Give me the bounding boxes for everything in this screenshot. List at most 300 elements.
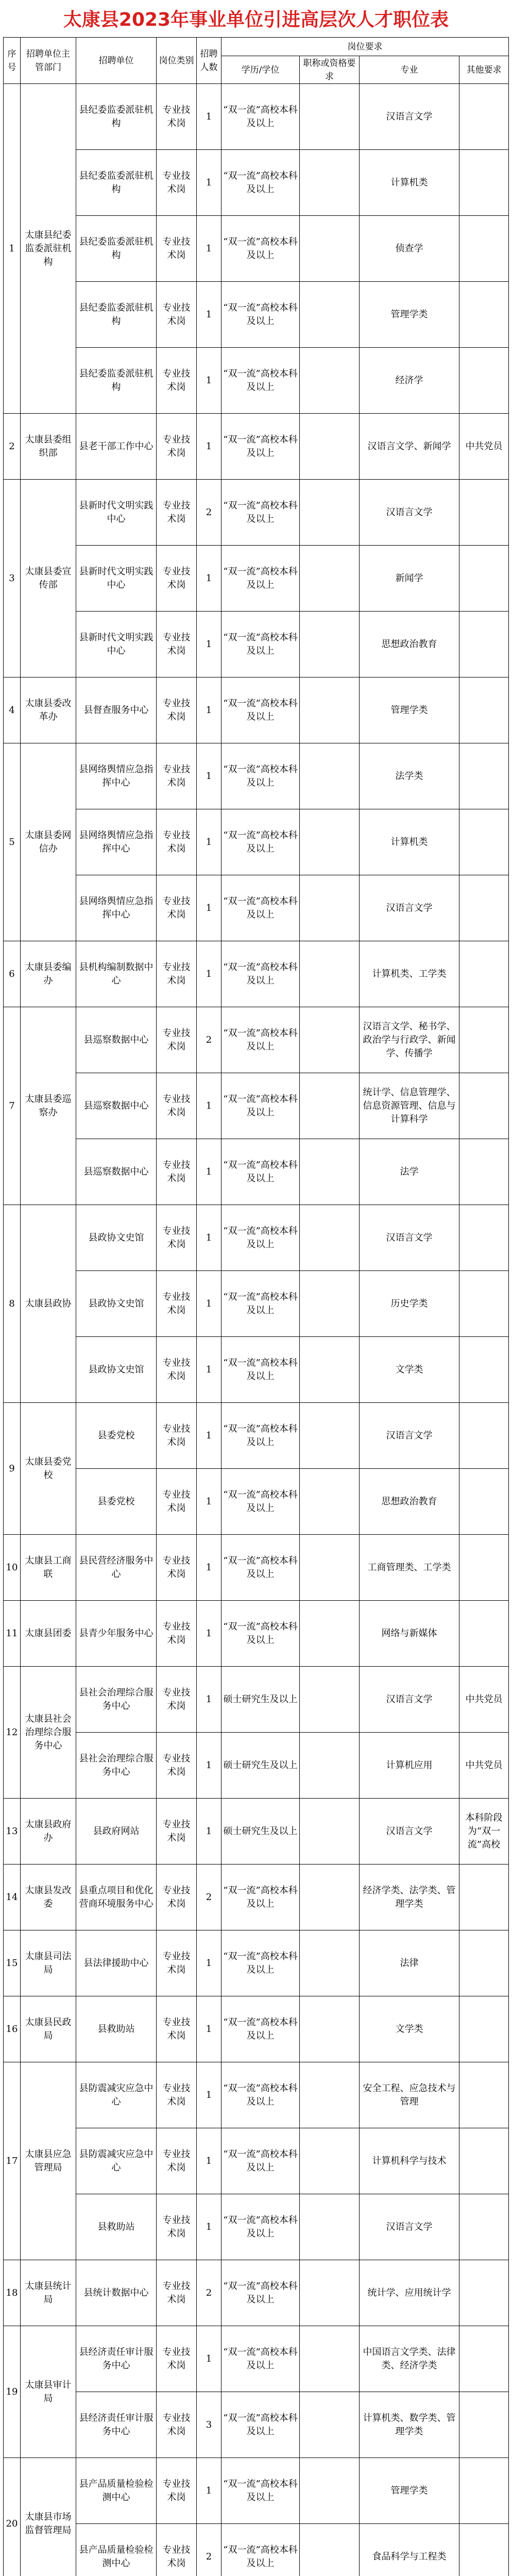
cell-other [459, 1007, 509, 1073]
cell-major: 经济学类、法学类、管理学类 [360, 1865, 459, 1930]
cell-post-type: 专业技术岗 [157, 2128, 197, 2194]
cell-other [459, 1139, 509, 1205]
cell-title-req [300, 2194, 360, 2260]
cell-major: 计算机类、数学类、管理学类 [360, 2392, 459, 2458]
cell-major: 统计学、信息管理学、信息资源管理、信息与计算科学 [360, 1073, 459, 1139]
cell-post-type: 专业技术岗 [157, 480, 197, 546]
cell-count: 1 [197, 1799, 221, 1865]
cell-education: “双一流”高校本科及以上 [221, 1337, 300, 1403]
cell-count: 1 [197, 875, 221, 941]
cell-unit: 县新时代文明实践中心 [76, 612, 157, 677]
cell-education: “双一流”高校本科及以上 [221, 84, 300, 150]
header-education: 学历/学位 [221, 56, 300, 84]
cell-unit: 县巡察数据中心 [76, 1073, 157, 1139]
cell-count: 1 [197, 809, 221, 875]
cell-title-req [300, 1007, 360, 1073]
cell-title-req [300, 1073, 360, 1139]
cell-major: 经济学 [360, 348, 459, 414]
cell-unit: 县新时代文明实践中心 [76, 546, 157, 612]
table-row [4, 1733, 509, 1799]
cell-other [459, 2458, 509, 2524]
cell-other: 中共党员 [459, 1733, 509, 1799]
cell-education: 硕士研究生及以上 [221, 1667, 300, 1733]
table-row [4, 1667, 509, 1733]
cell-unit: 县新时代文明实践中心 [76, 480, 157, 546]
cell-unit: 县纪委监委派驻机构 [76, 84, 157, 150]
cell-major: 历史学类 [360, 1271, 459, 1337]
cell-unit: 县民营经济服务中心 [76, 1535, 157, 1601]
cell-other [459, 1865, 509, 1930]
cell-dept: 太康县委组织部 [21, 414, 76, 480]
cell-unit: 县网络舆情应急指挥中心 [76, 743, 157, 809]
table-row [4, 1271, 509, 1337]
cell-unit: 县经济责任审计服务中心 [76, 2326, 157, 2392]
cell-dept: 太康县委巡察办 [21, 1007, 76, 1205]
cell-seq: 9 [4, 1403, 21, 1535]
cell-count: 1 [197, 84, 221, 150]
cell-other: 本科阶段为“双一流”高校 [459, 1799, 509, 1865]
cell-count: 1 [197, 1930, 221, 1996]
cell-seq: 6 [4, 941, 21, 1007]
cell-education: “双一流”高校本科及以上 [221, 1601, 300, 1667]
cell-other: 中共党员 [459, 1667, 509, 1733]
cell-post-type: 专业技术岗 [157, 282, 197, 348]
cell-unit: 县统计数据中心 [76, 2260, 157, 2326]
cell-other [459, 2524, 509, 2576]
cell-count: 1 [197, 1403, 221, 1469]
cell-education: “双一流”高校本科及以上 [221, 2326, 300, 2392]
cell-education: “双一流”高校本科及以上 [221, 875, 300, 941]
cell-post-type: 专业技术岗 [157, 2524, 197, 2576]
cell-major: 管理学类 [360, 677, 459, 743]
cell-post-type: 专业技术岗 [157, 1535, 197, 1601]
cell-other [459, 2392, 509, 2458]
cell-education: “双一流”高校本科及以上 [221, 546, 300, 612]
table-row [4, 282, 509, 348]
cell-count: 2 [197, 480, 221, 546]
cell-unit: 县产品质量检验检测中心 [76, 2524, 157, 2576]
cell-other [459, 1996, 509, 2062]
header-title-req: 职称或资格要求 [300, 56, 360, 84]
cell-education: “双一流”高校本科及以上 [221, 2194, 300, 2260]
header-seq: 序号 [4, 38, 21, 84]
cell-count: 1 [197, 1601, 221, 1667]
cell-dept: 太康县应急管理局 [21, 2062, 76, 2260]
cell-unit: 县网络舆情应急指挥中心 [76, 809, 157, 875]
cell-dept: 太康县审计局 [21, 2326, 76, 2458]
table-row [4, 546, 509, 612]
cell-post-type: 专业技术岗 [157, 2260, 197, 2326]
cell-count: 1 [197, 414, 221, 480]
cell-post-type: 专业技术岗 [157, 875, 197, 941]
cell-title-req [300, 1865, 360, 1930]
cell-count: 1 [197, 1271, 221, 1337]
cell-major: 计算机类 [360, 809, 459, 875]
cell-count: 2 [197, 1865, 221, 1930]
cell-title-req [300, 1469, 360, 1535]
cell-title-req [300, 809, 360, 875]
cell-seq: 1 [4, 84, 21, 414]
cell-post-type: 专业技术岗 [157, 743, 197, 809]
cell-major: 汉语言文学 [360, 1205, 459, 1271]
cell-unit: 县纪委监委派驻机构 [76, 150, 157, 216]
cell-education: 硕士研究生及以上 [221, 1733, 300, 1799]
cell-post-type: 专业技术岗 [157, 546, 197, 612]
cell-education: “双一流”高校本科及以上 [221, 1930, 300, 1996]
cell-education: “双一流”高校本科及以上 [221, 2260, 300, 2326]
cell-other [459, 2194, 509, 2260]
cell-unit: 县机构编制数据中心 [76, 941, 157, 1007]
cell-count: 1 [197, 1205, 221, 1271]
table-row [4, 1073, 509, 1139]
header-count: 招聘人数 [197, 38, 221, 84]
cell-education: “双一流”高校本科及以上 [221, 1996, 300, 2062]
cell-title-req [300, 1996, 360, 2062]
cell-title-req [300, 2458, 360, 2524]
cell-post-type: 专业技术岗 [157, 2062, 197, 2128]
table-row [4, 216, 509, 282]
table-row [4, 414, 509, 480]
table-row [4, 743, 509, 809]
cell-post-type: 专业技术岗 [157, 677, 197, 743]
cell-education: “双一流”高校本科及以上 [221, 1007, 300, 1073]
cell-title-req [300, 216, 360, 282]
cell-major: 思想政治教育 [360, 1469, 459, 1535]
cell-count: 1 [197, 150, 221, 216]
cell-count: 1 [197, 1139, 221, 1205]
cell-education: “双一流”高校本科及以上 [221, 2062, 300, 2128]
cell-other [459, 1601, 509, 1667]
cell-major: 汉语言文学 [360, 1667, 459, 1733]
cell-title-req [300, 612, 360, 677]
cell-post-type: 专业技术岗 [157, 414, 197, 480]
cell-dept: 太康县统计局 [21, 2260, 76, 2326]
header-major: 专业 [360, 56, 459, 84]
header-unit: 招聘单位 [76, 38, 157, 84]
cell-count: 1 [197, 2194, 221, 2260]
cell-other [459, 677, 509, 743]
cell-count: 1 [197, 612, 221, 677]
cell-title-req [300, 546, 360, 612]
cell-count: 2 [197, 2524, 221, 2576]
cell-dept: 太康县委党校 [21, 1403, 76, 1535]
table-row [4, 1865, 509, 1930]
cell-post-type: 专业技术岗 [157, 1865, 197, 1930]
cell-other [459, 282, 509, 348]
cell-other [459, 216, 509, 282]
cell-count: 1 [197, 546, 221, 612]
cell-post-type: 专业技术岗 [157, 612, 197, 677]
cell-education: “双一流”高校本科及以上 [221, 1073, 300, 1139]
cell-count: 1 [197, 1337, 221, 1403]
cell-count: 1 [197, 2458, 221, 2524]
table-row [4, 2128, 509, 2194]
table-row [4, 2260, 509, 2326]
cell-dept: 太康县政协 [21, 1205, 76, 1403]
cell-count: 2 [197, 1007, 221, 1073]
cell-seq: 18 [4, 2260, 21, 2326]
cell-dept: 太康县政府办 [21, 1799, 76, 1865]
cell-major: 工商管理类、工学类 [360, 1535, 459, 1601]
cell-post-type: 专业技术岗 [157, 150, 197, 216]
cell-major: 汉语言文学 [360, 2194, 459, 2260]
table-body [4, 84, 509, 2576]
cell-title-req [300, 1535, 360, 1601]
table-row [4, 612, 509, 677]
cell-count: 1 [197, 941, 221, 1007]
cell-seq: 20 [4, 2458, 21, 2576]
cell-education: “双一流”高校本科及以上 [221, 677, 300, 743]
table-row [4, 1007, 509, 1073]
cell-unit: 县防震减灾应急中心 [76, 2128, 157, 2194]
cell-title-req [300, 2128, 360, 2194]
cell-education: “双一流”高校本科及以上 [221, 1403, 300, 1469]
cell-unit: 县委党校 [76, 1403, 157, 1469]
table-row [4, 1535, 509, 1601]
cell-dept: 太康县发改委 [21, 1865, 76, 1930]
cell-other [459, 1469, 509, 1535]
cell-other [459, 1073, 509, 1139]
table-row [4, 1601, 509, 1667]
table-row [4, 2326, 509, 2392]
cell-seq: 15 [4, 1930, 21, 1996]
cell-post-type: 专业技术岗 [157, 1007, 197, 1073]
cell-unit: 县经济责任审计服务中心 [76, 2392, 157, 2458]
cell-count: 1 [197, 1469, 221, 1535]
cell-major: 安全工程、应急技术与管理 [360, 2062, 459, 2128]
cell-count: 1 [197, 282, 221, 348]
cell-major: 法律 [360, 1930, 459, 1996]
cell-education: “双一流”高校本科及以上 [221, 348, 300, 414]
cell-seq: 7 [4, 1007, 21, 1205]
cell-title-req [300, 1403, 360, 1469]
cell-unit: 县老干部工作中心 [76, 414, 157, 480]
cell-other [459, 546, 509, 612]
cell-other [459, 2128, 509, 2194]
cell-title-req [300, 1930, 360, 1996]
table-row [4, 1139, 509, 1205]
cell-post-type: 专业技术岗 [157, 1337, 197, 1403]
cell-dept: 太康县工商联 [21, 1535, 76, 1601]
cell-post-type: 专业技术岗 [157, 1469, 197, 1535]
cell-post-type: 专业技术岗 [157, 1996, 197, 2062]
cell-count: 2 [197, 2260, 221, 2326]
cell-seq: 19 [4, 2326, 21, 2458]
cell-education: “双一流”高校本科及以上 [221, 2524, 300, 2576]
cell-title-req [300, 1205, 360, 1271]
cell-major: 汉语言文学 [360, 1799, 459, 1865]
cell-education: “双一流”高校本科及以上 [221, 1535, 300, 1601]
cell-title-req [300, 1733, 360, 1799]
cell-unit: 县纪委监委派驻机构 [76, 282, 157, 348]
cell-title-req [300, 1337, 360, 1403]
cell-major: 法学类 [360, 743, 459, 809]
cell-education: “双一流”高校本科及以上 [221, 1139, 300, 1205]
cell-unit: 县青少年服务中心 [76, 1601, 157, 1667]
cell-title-req [300, 2524, 360, 2576]
table-row [4, 1337, 509, 1403]
cell-education: 硕士研究生及以上 [221, 1799, 300, 1865]
cell-unit: 县救助站 [76, 2194, 157, 2260]
cell-count: 1 [197, 1073, 221, 1139]
cell-other [459, 480, 509, 546]
cell-dept: 太康县纪委监委派驻机构 [21, 84, 76, 414]
cell-seq: 10 [4, 1535, 21, 1601]
cell-seq: 11 [4, 1601, 21, 1667]
cell-education: “双一流”高校本科及以上 [221, 1469, 300, 1535]
cell-major: 管理学类 [360, 2458, 459, 2524]
cell-major: 思想政治教育 [360, 612, 459, 677]
cell-other [459, 1535, 509, 1601]
table-row [4, 84, 509, 150]
cell-education: “双一流”高校本科及以上 [221, 1865, 300, 1930]
table-row [4, 348, 509, 414]
cell-other [459, 743, 509, 809]
table-row [4, 1469, 509, 1535]
cell-post-type: 专业技术岗 [157, 2392, 197, 2458]
cell-count: 1 [197, 1733, 221, 1799]
cell-major: 侦查学 [360, 216, 459, 282]
cell-dept: 太康县社会治理综合服务中心 [21, 1667, 76, 1799]
cell-unit: 县重点项目和优化营商环境服务中心 [76, 1865, 157, 1930]
cell-unit: 县政协文史馆 [76, 1271, 157, 1337]
cell-other [459, 1403, 509, 1469]
cell-major: 计算机应用 [360, 1733, 459, 1799]
table-row [4, 809, 509, 875]
cell-other [459, 1205, 509, 1271]
cell-post-type: 专业技术岗 [157, 809, 197, 875]
cell-other [459, 612, 509, 677]
table-row [4, 875, 509, 941]
cell-unit: 县政府网站 [76, 1799, 157, 1865]
cell-major: 汉语言文学 [360, 1403, 459, 1469]
header-other: 其他要求 [459, 56, 509, 84]
cell-unit: 县督查服务中心 [76, 677, 157, 743]
cell-unit: 县纪委监委派驻机构 [76, 348, 157, 414]
cell-post-type: 专业技术岗 [157, 1601, 197, 1667]
cell-count: 1 [197, 348, 221, 414]
cell-title-req [300, 150, 360, 216]
cell-count: 1 [197, 2326, 221, 2392]
cell-post-type: 专业技术岗 [157, 1667, 197, 1733]
cell-unit: 县纪委监委派驻机构 [76, 216, 157, 282]
cell-other [459, 84, 509, 150]
cell-title-req [300, 84, 360, 150]
cell-post-type: 专业技术岗 [157, 1271, 197, 1337]
cell-major: 计算机类、工学类 [360, 941, 459, 1007]
cell-major: 管理学类 [360, 282, 459, 348]
cell-post-type: 专业技术岗 [157, 348, 197, 414]
cell-unit: 县防震减灾应急中心 [76, 2062, 157, 2128]
cell-count: 1 [197, 216, 221, 282]
cell-other [459, 875, 509, 941]
header-post-type: 岗位类别 [157, 38, 197, 84]
cell-other [459, 2062, 509, 2128]
cell-major: 中国语言文学类、法律类、经济学类 [360, 2326, 459, 2392]
cell-major: 法学 [360, 1139, 459, 1205]
cell-other [459, 2260, 509, 2326]
cell-other [459, 348, 509, 414]
cell-education: “双一流”高校本科及以上 [221, 2128, 300, 2194]
cell-seq: 5 [4, 743, 21, 941]
cell-post-type: 专业技术岗 [157, 1799, 197, 1865]
cell-education: “双一流”高校本科及以上 [221, 216, 300, 282]
cell-post-type: 专业技术岗 [157, 2194, 197, 2260]
cell-title-req [300, 2260, 360, 2326]
cell-title-req [300, 743, 360, 809]
header-dept: 招聘单位主管部门 [21, 38, 76, 84]
cell-post-type: 专业技术岗 [157, 1139, 197, 1205]
cell-seq: 16 [4, 1996, 21, 2062]
cell-post-type: 专业技术岗 [157, 941, 197, 1007]
cell-major: 汉语言文学 [360, 875, 459, 941]
cell-title-req [300, 1667, 360, 1733]
cell-dept: 太康县委改革办 [21, 677, 76, 743]
cell-dept: 太康县民政局 [21, 1996, 76, 2062]
cell-title-req [300, 480, 360, 546]
table-row [4, 1403, 509, 1469]
cell-title-req [300, 414, 360, 480]
cell-major: 汉语言文学、秘书学、政治学与行政学、新闻学、传播学 [360, 1007, 459, 1073]
cell-title-req [300, 2062, 360, 2128]
cell-education: “双一流”高校本科及以上 [221, 743, 300, 809]
table-row [4, 677, 509, 743]
cell-dept: 太康县司法局 [21, 1930, 76, 1996]
cell-title-req [300, 1799, 360, 1865]
cell-other: 中共党员 [459, 414, 509, 480]
cell-count: 1 [197, 2128, 221, 2194]
cell-post-type: 专业技术岗 [157, 1073, 197, 1139]
table-row [4, 2194, 509, 2260]
cell-education: “双一流”高校本科及以上 [221, 612, 300, 677]
cell-unit: 县网络舆情应急指挥中心 [76, 875, 157, 941]
cell-count: 1 [197, 1996, 221, 2062]
cell-post-type: 专业技术岗 [157, 216, 197, 282]
cell-education: “双一流”高校本科及以上 [221, 941, 300, 1007]
cell-seq: 3 [4, 480, 21, 677]
cell-dept: 太康县委宣传部 [21, 480, 76, 677]
cell-count: 3 [197, 2392, 221, 2458]
cell-post-type: 专业技术岗 [157, 1403, 197, 1469]
cell-other [459, 809, 509, 875]
cell-other [459, 1337, 509, 1403]
cell-post-type: 专业技术岗 [157, 2326, 197, 2392]
cell-major: 汉语言文学 [360, 480, 459, 546]
cell-education: “双一流”高校本科及以上 [221, 414, 300, 480]
cell-count: 1 [197, 1535, 221, 1601]
cell-major: 汉语言文学、新闻学 [360, 414, 459, 480]
cell-seq: 4 [4, 677, 21, 743]
table-row [4, 2458, 509, 2524]
table-row [4, 2062, 509, 2128]
cell-count: 1 [197, 1667, 221, 1733]
cell-seq: 13 [4, 1799, 21, 1865]
table-row [4, 1799, 509, 1865]
cell-title-req [300, 875, 360, 941]
cell-education: “双一流”高校本科及以上 [221, 1271, 300, 1337]
cell-education: “双一流”高校本科及以上 [221, 150, 300, 216]
cell-unit: 县委党校 [76, 1469, 157, 1535]
cell-unit: 县救助站 [76, 1996, 157, 2062]
cell-dept: 太康县委编办 [21, 941, 76, 1007]
page-title: 太康县2023年事业单位引进高层次人才职位表 [63, 9, 449, 30]
cell-major: 汉语言文学 [360, 84, 459, 150]
cell-seq: 12 [4, 1667, 21, 1799]
cell-unit: 县法律援助中心 [76, 1930, 157, 1996]
table-row [4, 150, 509, 216]
cell-dept: 太康县委网信办 [21, 743, 76, 941]
cell-major: 食品科学与工程类 [360, 2524, 459, 2576]
